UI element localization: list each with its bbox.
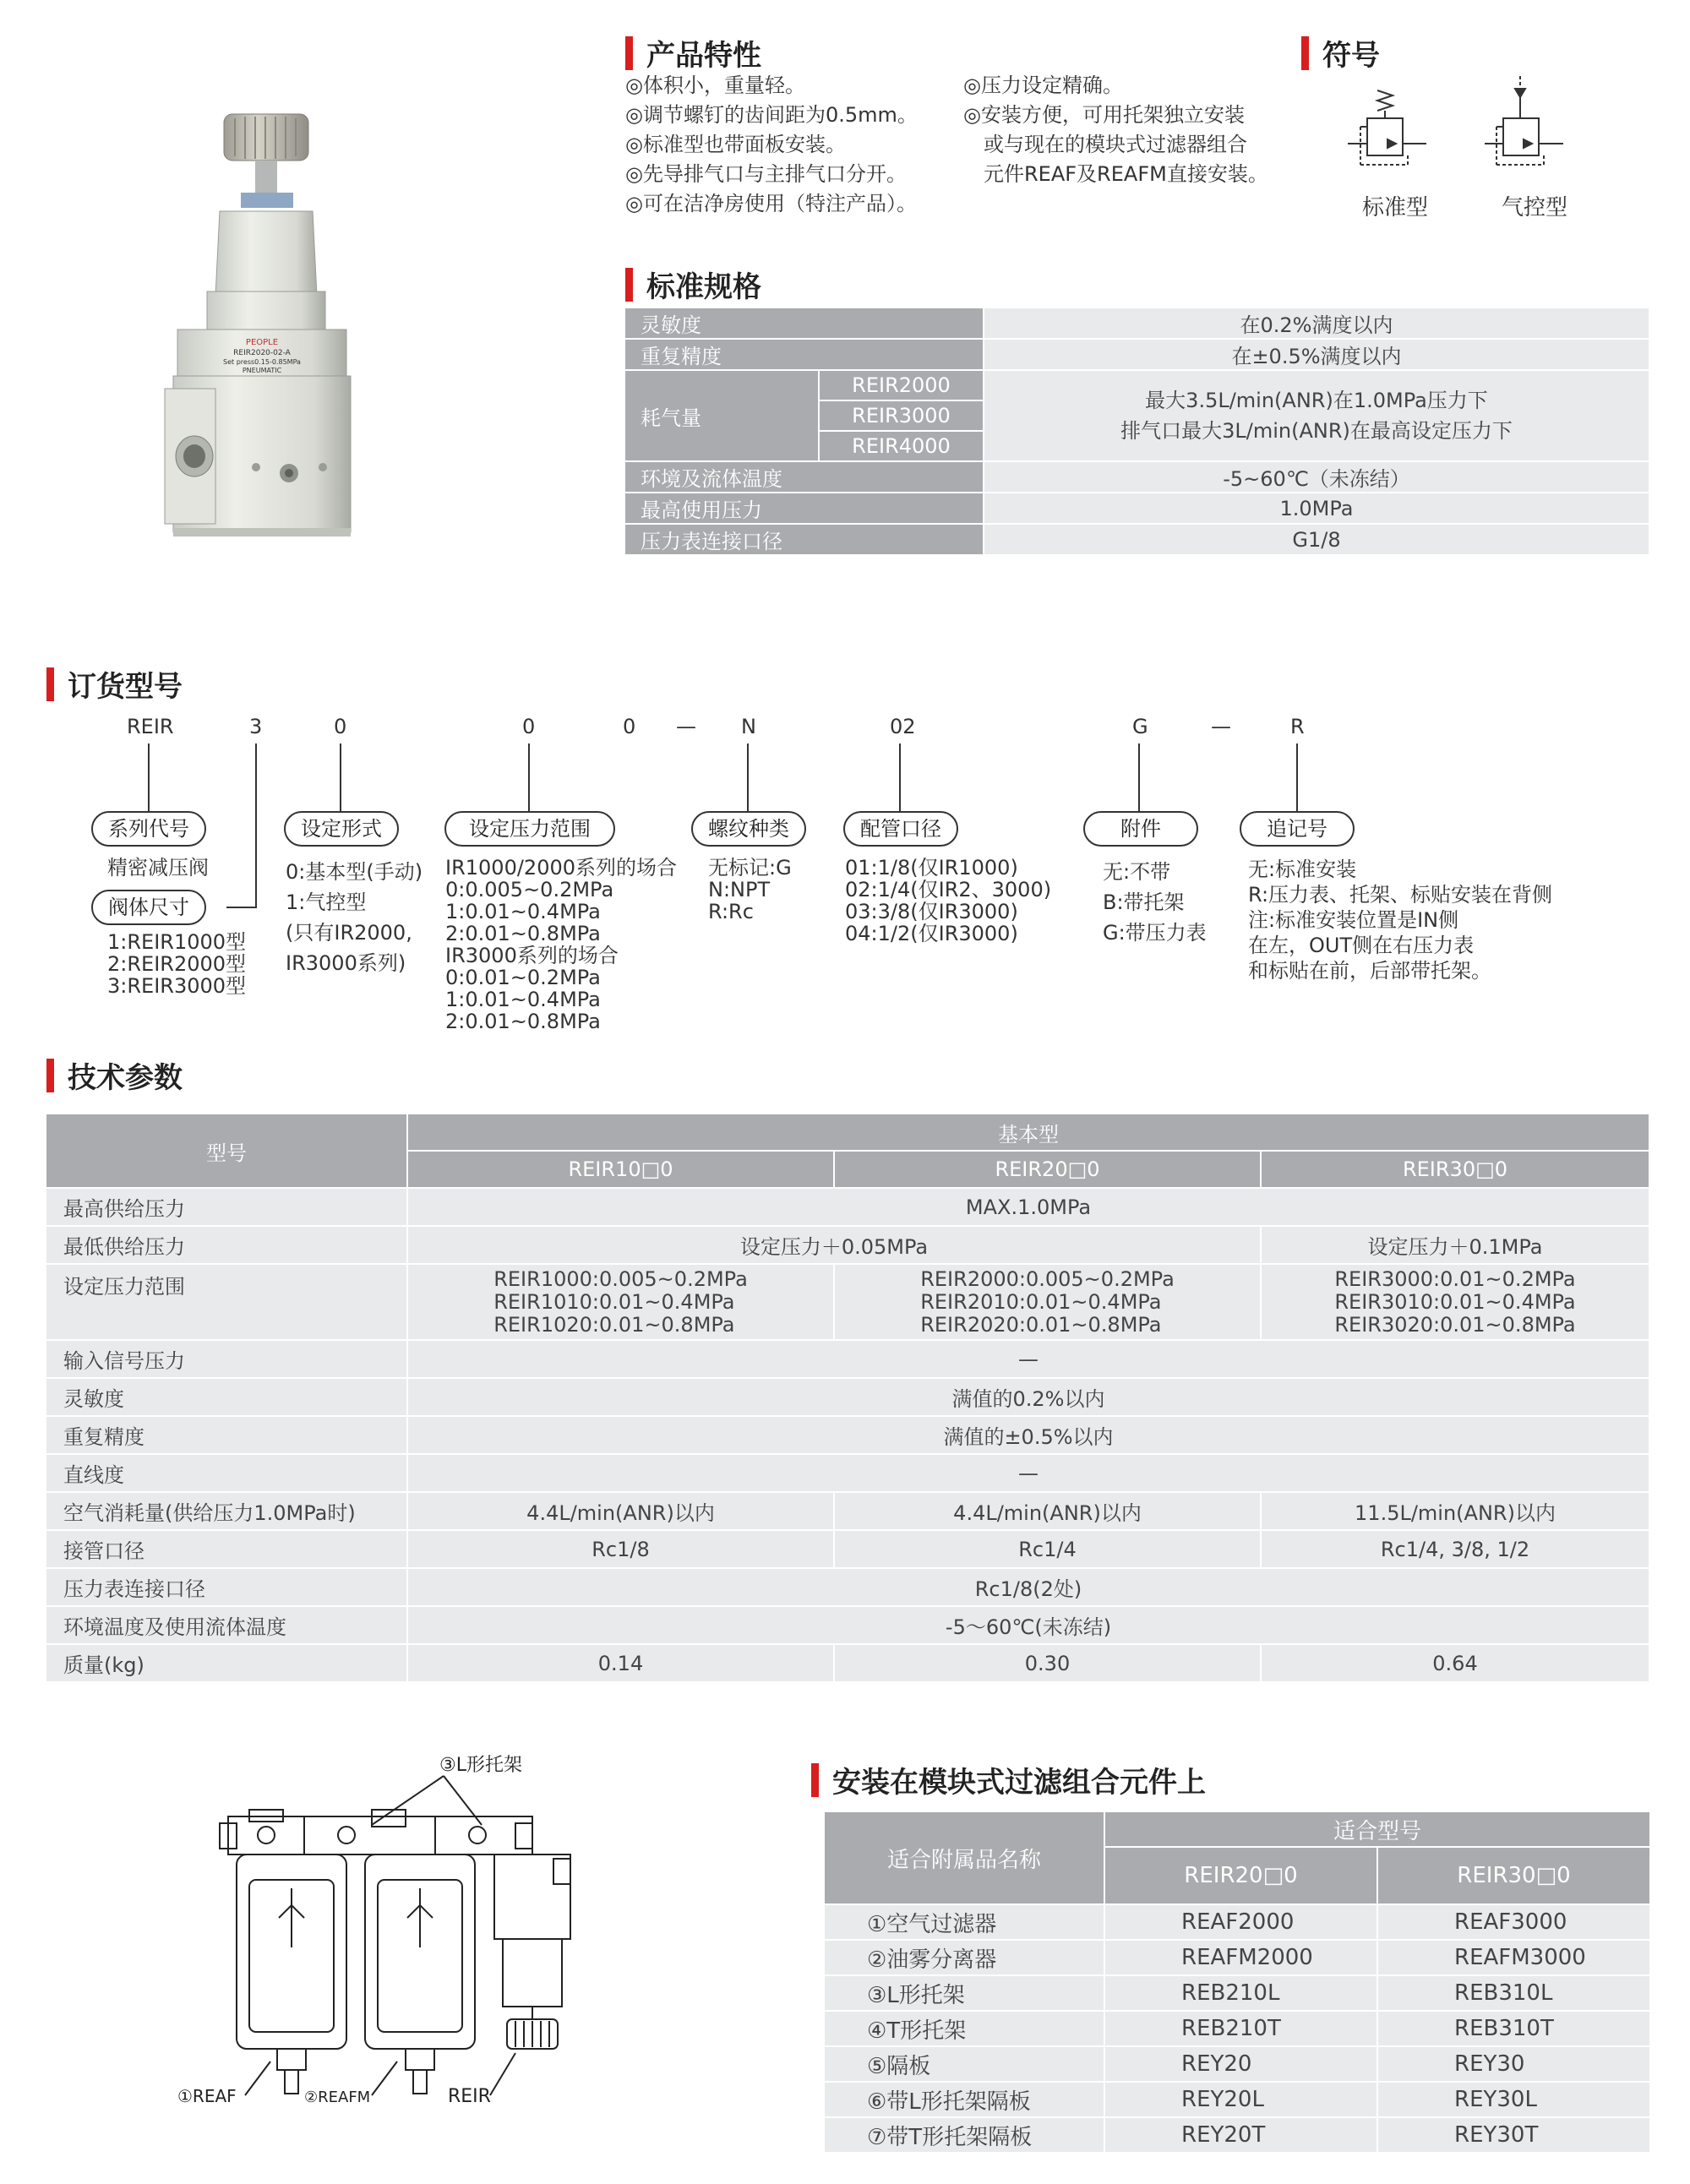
- table-row: [46, 1606, 1649, 1644]
- port-desc: [845, 857, 1051, 945]
- title-bar: [46, 667, 54, 701]
- spec-table: [624, 307, 1650, 556]
- table-row: [824, 1975, 1650, 2011]
- module-row-label: ⑥带L形托架隔板: [824, 2082, 1104, 2117]
- thread-desc: [708, 857, 792, 923]
- connector-line: [340, 743, 341, 811]
- drawing-label-reaf: ①REAF: [177, 2086, 237, 2106]
- pill-port-size: 配管口径: [843, 811, 958, 847]
- tech-cell: 4.4L/min(ANR)以内: [834, 1492, 1261, 1530]
- table-row: [46, 1644, 1649, 1682]
- symbol-pneumatic-label: 气控型: [1502, 195, 1568, 221]
- module-row-label: ④T形托架: [824, 2011, 1104, 2046]
- module-row-label: ③L形托架: [824, 1975, 1104, 2011]
- tech-model-header: 型号: [46, 1114, 407, 1188]
- desc-line: (只有IR2000,: [286, 921, 412, 945]
- table-row: [624, 461, 1649, 493]
- pill-accessory: 附件: [1083, 811, 1198, 847]
- desc-line: 04:1/2(仅IR3000): [845, 922, 1018, 945]
- connector-line: [255, 743, 257, 908]
- tech-row-label: 设定压力范围: [46, 1264, 407, 1340]
- code-range: 0: [522, 715, 536, 738]
- tech-cell: 11.5L/min(ANR)以内: [1261, 1492, 1649, 1530]
- code-dash: —: [1211, 715, 1231, 738]
- desc-line: 1:气控型: [286, 890, 367, 914]
- desc-line: G:带压力表: [1103, 921, 1207, 945]
- desc-line: IR3000系列): [286, 951, 406, 975]
- tech-table: [45, 1113, 1650, 1683]
- desc-line: 无标记:G: [708, 856, 792, 880]
- module-row-label: ⑦带T形托架隔板: [824, 2117, 1104, 2153]
- module-cell: REY20: [1104, 2046, 1377, 2082]
- connector-line: [148, 743, 150, 811]
- tech-row-label: 接管口径: [46, 1530, 407, 1568]
- table-row: [824, 2046, 1650, 2082]
- table-row: [46, 1378, 1649, 1416]
- tech-cell: Rc1/8: [407, 1530, 834, 1568]
- title-bar: [625, 36, 633, 70]
- module-col-header: REIR30□0: [1377, 1847, 1650, 1904]
- table-row: [624, 339, 1649, 370]
- spec-value: -5~60℃（未冻结）: [984, 461, 1649, 493]
- table-row: [624, 308, 1649, 339]
- tech-cell: [1261, 1264, 1649, 1340]
- accessory-desc: [1103, 857, 1207, 948]
- table-row: [46, 1416, 1649, 1454]
- label-model: REIR2020-02-A: [233, 349, 291, 357]
- tech-cell: 满值的0.2%以内: [407, 1378, 1649, 1416]
- table-row: [624, 524, 1649, 555]
- module-title: [811, 1759, 1206, 1800]
- desc-line: 无:不带: [1103, 860, 1171, 884]
- tech-row-label: 灵敏度: [46, 1378, 407, 1416]
- table-row: [46, 1340, 1649, 1378]
- symbol-standard-label: 标准型: [1362, 195, 1429, 221]
- feature-item: ◎调节螺钉的齿间距为0.5mm。: [625, 103, 918, 127]
- tech-cell: 设定压力＋0.1MPa: [1261, 1226, 1649, 1264]
- pill-thread-type: 螺纹种类: [691, 811, 806, 847]
- table-row: [46, 1454, 1649, 1492]
- tech-row-label: 输入信号压力: [46, 1340, 407, 1378]
- tech-row-label: 重复精度: [46, 1416, 407, 1454]
- range-line: REIR1020:0.01~0.8MPa: [493, 1312, 735, 1337]
- desc-line: B:带托架: [1103, 890, 1185, 914]
- features-right: [963, 71, 1268, 189]
- spec-title-text: 标准规格: [646, 270, 761, 304]
- spec-label: 耗气量: [624, 370, 819, 461]
- connector-line: [528, 743, 530, 811]
- symbol-title-text: 符号: [1322, 39, 1380, 73]
- tech-cell: MAX.1.0MPa: [407, 1188, 1649, 1226]
- module-assembly-drawing: [169, 1749, 625, 2112]
- range-line: REIR2020:0.01~0.8MPa: [920, 1312, 1162, 1337]
- tech-cell: [834, 1264, 1261, 1340]
- tech-col-header: REIR30□0: [1261, 1151, 1649, 1188]
- title-bar: [625, 268, 633, 302]
- connector-line: [226, 907, 257, 908]
- desc-line: 0:基本型(手动): [286, 860, 423, 884]
- code-mode: 0: [334, 715, 347, 738]
- size-desc: [107, 931, 246, 997]
- title-bar: [46, 1059, 54, 1092]
- spec-value: [984, 370, 1649, 461]
- spec-value: G1/8: [984, 524, 1649, 555]
- desc-line: IR3000系列的场合: [445, 944, 619, 967]
- tech-row-label: 环境温度及使用流体温度: [46, 1606, 407, 1644]
- desc-line: 1:REIR1000型: [107, 930, 247, 954]
- feature-item: ◎体积小，重量轻。: [625, 74, 805, 97]
- order-title: [46, 663, 183, 705]
- desc-line: 0:0.005~0.2MPa: [445, 878, 614, 901]
- tech-row-label: 最高供给压力: [46, 1188, 407, 1226]
- code-series: REIR: [127, 715, 174, 738]
- connector-line: [1138, 743, 1140, 811]
- tech-title: [46, 1054, 183, 1096]
- desc-line: 0:0.01~0.2MPa: [445, 966, 601, 989]
- connector-line: [747, 743, 749, 811]
- code-thread: N: [741, 715, 756, 738]
- product-photo: [161, 101, 431, 575]
- tech-cell: 4.4L/min(ANR)以内: [407, 1492, 834, 1530]
- table-row: [824, 2082, 1650, 2117]
- desc-line: 2:REIR2000型: [107, 952, 247, 976]
- tech-cell: —: [407, 1454, 1649, 1492]
- desc-line: 03:3/8(仅IR3000): [845, 900, 1018, 923]
- code-dash: —: [676, 715, 696, 738]
- module-cell: REY20T: [1104, 2117, 1377, 2153]
- desc-line: 在左，OUT侧在右压力表: [1248, 934, 1475, 957]
- module-cell: REAF3000: [1377, 1904, 1650, 1940]
- desc-line: N:NPT: [708, 878, 771, 901]
- tech-row-label: 直线度: [46, 1454, 407, 1492]
- tech-col-header: REIR20□0: [834, 1151, 1261, 1188]
- symbol-title: [1301, 32, 1380, 74]
- tech-row-label: 压力表连接口径: [46, 1568, 407, 1606]
- spec-value: 在±0.5%满度以内: [984, 339, 1649, 370]
- tech-cell: -5～60℃(未冻结): [407, 1606, 1649, 1644]
- spec-value: 1.0MPa: [984, 493, 1649, 524]
- spec-label: 压力表连接口径: [624, 524, 984, 555]
- tech-cell: Rc1/4, 3/8, 1/2: [1261, 1530, 1649, 1568]
- tech-row-label: 质量(kg): [46, 1644, 407, 1682]
- module-name-header: 适合附属品名称: [824, 1811, 1104, 1904]
- module-title-text: 安装在模块式过滤组合元件上: [832, 1766, 1206, 1800]
- feature-item: ◎安装方便，可用托架独立安装: [963, 103, 1245, 127]
- table-row: [624, 493, 1649, 524]
- module-cell: REAFM2000: [1104, 1940, 1377, 1975]
- tech-cell: —: [407, 1340, 1649, 1378]
- standard-symbol-icon: [1344, 80, 1436, 177]
- range-line: REIR2010:0.01~0.4MPa: [920, 1289, 1162, 1314]
- range-line: REIR3020:0.01~0.8MPa: [1334, 1312, 1576, 1337]
- desc-line: 1:0.01~0.4MPa: [445, 900, 601, 923]
- tech-cell: 0.14: [407, 1644, 834, 1682]
- desc-line: R:Rc: [708, 900, 754, 923]
- range-line: REIR3010:0.01~0.4MPa: [1334, 1289, 1576, 1314]
- table-row: [46, 1492, 1649, 1530]
- range-line: REIR2000:0.005~0.2MPa: [920, 1266, 1175, 1291]
- range-line: REIR1010:0.01~0.4MPa: [493, 1289, 735, 1314]
- features-title: [625, 32, 761, 74]
- module-cell: REY30L: [1377, 2082, 1650, 2117]
- module-cell: REB210L: [1104, 1975, 1377, 2011]
- spec-value-line: 最大3.5L/min(ANR)在1.0MPa压力下: [1145, 389, 1488, 412]
- feature-item: ◎压力设定精确。: [963, 74, 1123, 97]
- module-table: [823, 1811, 1651, 2154]
- features-title-text: 产品特性: [646, 39, 761, 73]
- table-row: [624, 370, 1649, 400]
- desc-line: R:压力表、托架、标贴安装在背侧: [1248, 883, 1553, 907]
- tech-title-text: 技术参数: [68, 1061, 183, 1095]
- desc-line: IR1000/2000系列的场合: [445, 856, 677, 880]
- connector-line: [899, 743, 901, 811]
- code-accessory: G: [1132, 715, 1148, 738]
- module-row-label: ①空气过滤器: [824, 1904, 1104, 1940]
- module-row-label: ⑤隔板: [824, 2046, 1104, 2082]
- feature-item: ◎可在洁净房使用（特注产品）。: [625, 192, 917, 215]
- pill-setting-mode: 设定形式: [284, 811, 399, 847]
- order-title-text: 订货型号: [68, 670, 183, 704]
- feature-item: 或与现在的模块式过滤器组合: [963, 133, 1247, 156]
- tech-row-label: 最低供给压力: [46, 1226, 407, 1264]
- module-cell: REB310L: [1377, 1975, 1650, 2011]
- label-brand: PEOPLE: [245, 338, 279, 347]
- feature-item: 元件REAF及REAFM直接安装。: [963, 162, 1268, 186]
- module-cell: REY30: [1377, 2046, 1650, 2082]
- mode-desc: [286, 857, 422, 978]
- suffix-desc: [1248, 857, 1552, 983]
- desc-line: 和标贴在前，后部带托架。: [1248, 959, 1491, 983]
- table-row: [824, 1904, 1650, 1940]
- module-cell: REAF2000: [1104, 1904, 1377, 1940]
- series-desc: 精密减压阀: [107, 856, 209, 880]
- spec-label: 最高使用压力: [624, 493, 984, 524]
- range-desc: [445, 857, 677, 1032]
- spec-value: 在0.2%满度以内: [984, 308, 1649, 339]
- code-suffix: R: [1290, 715, 1305, 738]
- module-model-header: 适合型号: [1104, 1811, 1650, 1847]
- title-bar: [811, 1763, 819, 1797]
- spec-title: [625, 264, 761, 305]
- module-cell: REY30T: [1377, 2117, 1650, 2153]
- tech-cell: [407, 1264, 834, 1340]
- pill-body-size: 阀体尺寸: [91, 890, 206, 925]
- tech-cell: 0.64: [1261, 1644, 1649, 1682]
- tech-cell: Rc1/4: [834, 1530, 1261, 1568]
- table-row: [46, 1264, 1649, 1340]
- tech-basic-header: 基本型: [407, 1114, 1649, 1151]
- pill-suffix: 追记号: [1240, 811, 1355, 847]
- connector-line: [1296, 743, 1298, 811]
- title-bar: [1301, 36, 1309, 70]
- table-row: [46, 1188, 1649, 1226]
- spec-model: REIR4000: [819, 431, 984, 461]
- spec-model: REIR3000: [819, 400, 984, 431]
- code-size: 3: [249, 715, 263, 738]
- table-row: [824, 1811, 1650, 1847]
- table-row: [46, 1114, 1649, 1151]
- desc-line: 02:1/4(仅IR2、3000): [845, 878, 1052, 901]
- spec-model: REIR2000: [819, 370, 984, 400]
- table-row: [824, 1940, 1650, 1975]
- label-make: PNEUMATIC: [242, 367, 282, 374]
- bracket-label: ③L形托架: [439, 1755, 522, 1776]
- drawing-label-reafm: ②REAFM: [304, 2089, 371, 2106]
- table-row: [46, 1226, 1649, 1264]
- drawing-label-reir: REIR: [448, 2086, 491, 2107]
- module-cell: REY20L: [1104, 2082, 1377, 2117]
- features-left: [625, 71, 918, 219]
- desc-line: 无:标准安装: [1248, 858, 1357, 881]
- spec-label: 环境及流体温度: [624, 461, 984, 493]
- pill-pressure-range: 设定压力范围: [444, 811, 615, 847]
- code-port: 02: [890, 715, 916, 738]
- pneumatic-symbol-icon: [1483, 72, 1576, 177]
- desc-line: 2:0.01~0.8MPa: [445, 1010, 601, 1033]
- spec-label: 重复精度: [624, 339, 984, 370]
- range-line: REIR3000:0.01~0.2MPa: [1334, 1266, 1576, 1291]
- module-cell: REB210T: [1104, 2011, 1377, 2046]
- range-line: REIR1000:0.005~0.2MPa: [493, 1266, 748, 1291]
- desc-line: 2:0.01~0.8MPa: [445, 922, 601, 945]
- table-row: [824, 2117, 1650, 2153]
- desc-line: 1:0.01~0.4MPa: [445, 988, 601, 1011]
- tech-col-header: REIR10□0: [407, 1151, 834, 1188]
- feature-item: ◎标准型也带面板安装。: [625, 133, 846, 156]
- table-row: [46, 1568, 1649, 1606]
- table-row: [46, 1530, 1649, 1568]
- code-zero: 0: [623, 715, 636, 738]
- tech-cell: 0.30: [834, 1644, 1261, 1682]
- desc-line: 注:标准安装位置是IN侧: [1248, 908, 1459, 932]
- spec-value-line: 排气口最大3L/min(ANR)在最高设定压力下: [1120, 419, 1513, 443]
- table-row: [824, 2011, 1650, 2046]
- module-row-label: ②油雾分离器: [824, 1940, 1104, 1975]
- module-cell: REAFM3000: [1377, 1940, 1650, 1975]
- label-text: Set press0.15-0.85MPa: [223, 358, 301, 366]
- tech-cell: Rc1/8(2处): [407, 1568, 1649, 1606]
- tech-cell: 满值的±0.5%以内: [407, 1416, 1649, 1454]
- tech-cell: 设定压力＋0.05MPa: [407, 1226, 1261, 1264]
- desc-line: 01:1/8(仅IR1000): [845, 856, 1018, 880]
- pill-series-code: 系列代号: [91, 811, 206, 847]
- module-col-header: REIR20□0: [1104, 1847, 1377, 1904]
- tech-row-label: 空气消耗量(供给压力1.0MPa时): [46, 1492, 407, 1530]
- desc-line: 3:REIR3000型: [107, 974, 247, 998]
- feature-item: ◎先导排气口与主排气口分开。: [625, 162, 907, 186]
- module-cell: REB310T: [1377, 2011, 1650, 2046]
- spec-label: 灵敏度: [624, 308, 984, 339]
